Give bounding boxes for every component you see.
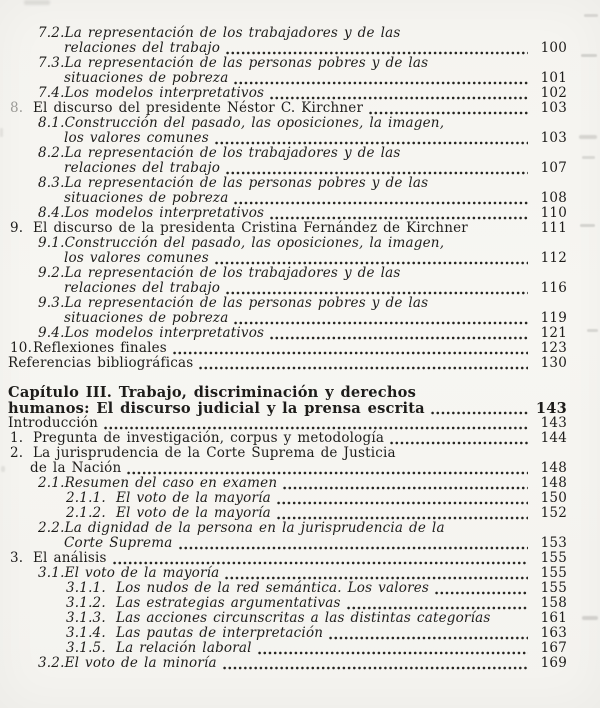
toc-entry [8,385,567,416]
entry-number: 3.1.4. [66,625,106,641]
toc-line [38,56,567,71]
entry-text: relaciones del trabajo [64,40,221,56]
toc-line-continuation [38,191,567,206]
toc-line-continuation [8,401,567,417]
entry-text: El voto de la mayoría [116,490,271,506]
toc-entry [10,221,567,236]
dot-leader [233,201,528,205]
toc-entry [66,641,567,656]
entry-text: Corte Suprema [64,535,173,551]
page-number: 152 [540,505,567,521]
toc-line [38,266,567,281]
toc-line [10,551,567,566]
toc-entry [38,326,567,341]
page-number: 150 [540,490,567,506]
dot-leader [430,411,528,415]
entry-number: 2. [10,445,24,461]
entry-number: 8.3. [38,175,65,191]
page-number: 112 [540,250,567,266]
toc-line-continuation [38,41,567,56]
page-number: 143 [535,399,567,417]
dot-leader [222,666,528,670]
entry-text: El análisis [33,550,107,566]
entry-number: 7.2. [38,25,65,41]
entry-number: 8. [10,100,24,116]
entry-number: 2.1.2. [66,505,106,521]
dot-leader [178,546,529,550]
toc-line [8,416,567,431]
dot-leader [495,621,528,625]
page-number: 144 [540,430,567,446]
entry-text: El discurso del presidente Néstor C. Kirchner [33,100,364,116]
toc-entry [38,521,567,551]
entry-text: La relación laboral [116,640,252,656]
toc-line [10,101,567,116]
entry-text: La dignidad de la persona en la jurisprudencia de la [64,520,445,536]
page-number: 155 [540,565,567,581]
entry-text: Los modelos interpretativos [64,325,265,341]
toc-line [66,491,567,506]
toc-entry [10,446,567,476]
toc-line-continuation [38,131,567,146]
entry-text: Construcción del pasado, las oposiciones, la imagen, [64,115,445,131]
toc-entry [66,626,567,641]
page-number: 153 [540,535,567,551]
page-number: 103 [540,130,567,146]
toc-entry [38,206,567,221]
page-number: 158 [540,595,567,611]
entry-text: Los modelos interpretativos [64,85,265,101]
toc-entry [10,101,567,116]
entry-text: Las acciones circunscritas a las distintas categorías [116,610,491,626]
entry-number: 3.1.1. [66,580,106,596]
toc-entry [38,566,567,581]
entry-text: El voto de la mayoría [64,565,220,581]
page-number: 100 [540,40,567,56]
entry-number: 9.4. [38,325,65,341]
toc-line [38,656,567,671]
dot-leader [233,81,528,85]
entry-number: 3.1.5. [66,640,106,656]
page-number: 148 [540,460,567,476]
page-number: 163 [540,625,567,641]
toc-line [10,221,567,236]
entry-number: 8.2. [38,145,65,161]
entry-text: Los modelos interpretativos [64,205,265,221]
page-number: 148 [540,475,567,491]
page-number: 111 [540,220,567,236]
entry-text: La representación de las personas pobres y de las [64,295,429,311]
entry-text: Las pautas de interpretación [116,625,324,641]
page-number: 119 [540,310,567,326]
page-number: 167 [540,640,567,656]
toc-line-continuation [38,71,567,86]
page-number: 110 [540,205,567,221]
toc-line-continuation [10,461,567,476]
dot-leader [389,441,528,445]
dot-leader [172,351,528,355]
entry-number: 3.1.3. [66,610,106,626]
entry-text: Referencias bibliográficas [8,355,194,371]
toc-entry [66,506,567,521]
entry-number: 2.1.1. [66,490,106,506]
entry-text: La representación de las personas pobres y de las [64,175,429,191]
entry-text: Capítulo III. Trabajo, discriminación y derechos [8,384,417,401]
dot-leader [282,486,528,490]
entry-number: 2.1. [38,475,65,491]
toc-line [38,116,567,131]
toc-entry [38,56,567,86]
toc-entry [38,176,567,206]
toc-line [10,446,567,461]
entry-text: Construcción del pasado, las oposiciones, la imagen, [64,235,445,251]
entry-text: de la Nación [30,460,122,476]
toc-line [8,385,567,401]
toc-line [8,356,567,371]
entry-text: Pregunta de investigación, corpus y metodología [33,430,385,446]
toc-entry [66,596,567,611]
toc-line [38,176,567,191]
page-number: 130 [540,355,567,371]
entry-text: los valores comunes [64,250,209,266]
toc-line [66,581,567,596]
toc-line-continuation [38,536,567,551]
entry-text: Reflexiones finales [33,340,167,356]
dot-leader [233,321,528,325]
entry-number: 2.2. [38,520,65,536]
toc-entry [38,236,567,266]
toc-line [38,521,567,536]
page-number: 102 [540,85,567,101]
toc-entry [38,296,567,326]
entry-number: 9. [10,220,24,236]
toc-line [38,476,567,491]
toc-line-continuation [38,281,567,296]
entry-text: Los nudos de la red semántica. Los valores [116,580,430,596]
page-number: 155 [540,580,567,596]
entry-number: 3.1. [38,565,65,581]
toc-line [66,596,567,611]
page-number: 101 [540,70,567,86]
page-number: 155 [540,550,567,566]
dot-leader [276,501,528,505]
toc-line [38,86,567,101]
entry-text: El discurso de la presidenta Cristina Fernández de Kirchner [33,220,468,236]
entry-number: 7.4. [38,85,65,101]
entry-text: El voto de la minoría [64,655,217,671]
toc-entry [66,491,567,506]
entry-number: 7.3. [38,55,65,71]
entry-number: 8.1. [38,115,65,131]
toc-entry [38,86,567,101]
toc-line [38,146,567,161]
dot-leader [473,231,528,235]
toc-line [38,236,567,251]
entry-number: 9.3. [38,295,65,311]
dot-leader [434,591,528,595]
toc-line [10,431,567,446]
entry-text: Introducción [8,415,99,431]
page-number: 123 [540,340,567,356]
toc-line [66,641,567,656]
dot-leader [328,636,528,640]
entry-text: La representación de los trabajadores y de las [64,265,401,281]
entry-number: 8.4. [38,205,65,221]
entry-text: La jurisprudencia de la Corte Suprema de Justicia [33,445,396,461]
dot-leader [198,366,528,370]
toc-line [38,206,567,221]
entry-text: La representación de los trabajadores y de las [64,145,401,161]
entry-text: situaciones de pobreza [64,70,229,86]
page-number: 121 [540,325,567,341]
toc-line [66,611,567,626]
page-number: 103 [540,100,567,116]
entry-number: 1. [10,430,24,446]
entry-number: 3.1.2. [66,595,106,611]
toc-line [38,296,567,311]
entry-text: relaciones del trabajo [64,280,221,296]
entry-text: humanos: El discurso judicial y la prensa escrita [8,399,425,417]
toc-line-continuation [38,161,567,176]
toc-entry [38,116,567,146]
page-number: 169 [540,655,567,671]
toc-line [38,566,567,581]
entry-text: Las estrategias argumentativas [116,595,341,611]
toc-line [10,341,567,356]
dot-leader [269,336,528,340]
toc-entry [38,266,567,296]
toc-entry [66,611,567,626]
page-number: 161 [540,610,567,626]
toc-entry [66,581,567,596]
page-number: 108 [540,190,567,206]
entry-text: Resumen del caso en examen [64,475,278,491]
entry-text: El voto de la mayoría [116,505,271,521]
entry-number: 10. [10,340,33,356]
toc-line [38,326,567,341]
dot-leader [257,651,528,655]
page-number: 116 [540,280,567,296]
toc-line [38,26,567,41]
toc-line [66,506,567,521]
entry-text: los valores comunes [64,130,209,146]
toc-line-continuation [38,311,567,326]
toc-entry [10,341,567,356]
entry-number: 9.1. [38,235,65,251]
page-number: 143 [540,415,567,431]
toc-entry [8,356,567,371]
toc-entry [38,656,567,671]
entry-text: situaciones de pobreza [64,310,229,326]
toc-entry [10,551,567,566]
entry-text: relaciones del trabajo [64,160,221,176]
toc-line-continuation [38,251,567,266]
entry-number: 3.2. [38,655,65,671]
toc-entry [38,476,567,491]
page-number: 107 [540,160,567,176]
entry-number: 9.2. [38,265,65,281]
entry-text: situaciones de pobreza [64,190,229,206]
toc-entry [10,431,567,446]
entry-number: 3. [10,550,24,566]
toc-entry [8,416,567,431]
entry-text: La representación de las personas pobres y de las [64,55,429,71]
toc-entry [38,146,567,176]
entry-text: La representación de los trabajadores y de las [64,25,401,41]
toc-line [66,626,567,641]
toc-entry [38,26,567,56]
